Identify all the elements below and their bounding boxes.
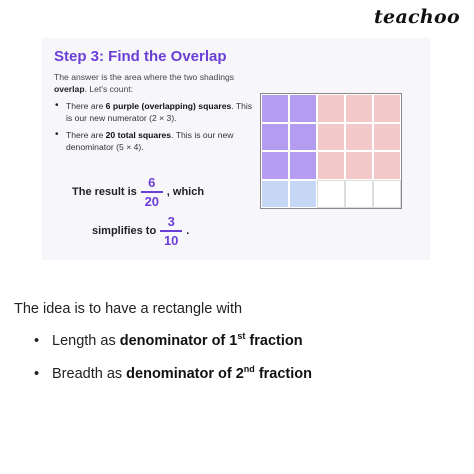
bullet-post: . This is our new denominator (5 × 4).	[66, 130, 234, 152]
item-bold: denominator of 2	[126, 366, 244, 382]
grid-cell-overlap	[261, 123, 289, 152]
simplified-suffix: .	[186, 224, 190, 237]
result-line	[72, 175, 204, 209]
simplified-label: simplifies to	[92, 224, 157, 237]
item-bold: denominator of 1	[119, 333, 238, 349]
simplified-numerator: 3	[167, 214, 175, 229]
screenshot-card	[42, 38, 430, 260]
grid-cell-empty	[373, 180, 401, 209]
step-title: Step 3: Find the Overlap	[54, 48, 227, 65]
grid-cell-overlap	[261, 94, 289, 123]
item-bold-end: fraction	[245, 333, 303, 349]
grid-cell-empty	[317, 180, 345, 209]
grid-cell-overlap	[289, 94, 317, 123]
simplified-fraction	[160, 214, 182, 248]
fraction-bar	[160, 230, 182, 232]
item-sup: nd	[243, 364, 255, 375]
explanation-line: The idea is to have a rectangle with	[14, 301, 243, 317]
simplified-denominator: 10	[163, 232, 179, 248]
teachoo-logo: teachoo	[373, 6, 460, 28]
intro-bold: overlap	[54, 84, 85, 94]
bullet-bold: 20 total squares	[105, 130, 172, 140]
grid-cell-empty	[345, 180, 373, 209]
simplified-line	[92, 214, 189, 248]
result-label: The result is	[72, 185, 137, 198]
grid-cell-blue-only	[289, 180, 317, 209]
result-denominator: 20	[144, 193, 160, 209]
grid-cell-blue-only	[261, 180, 289, 209]
grid-cell-red-only	[317, 123, 345, 152]
item-pre: Length as	[52, 333, 120, 349]
count-list	[54, 100, 254, 158]
grid-cell-red-only	[373, 151, 401, 180]
grid-cell-red-only	[317, 151, 345, 180]
item-sup: st	[237, 331, 246, 342]
item-bold-end: fraction	[254, 366, 312, 382]
list-item	[54, 100, 254, 124]
result-fraction	[141, 175, 163, 209]
list-item	[34, 366, 312, 382]
grid-cell-red-only	[345, 123, 373, 152]
result-suffix: , which	[166, 185, 205, 198]
item-pre: Breadth as	[52, 366, 127, 382]
grid-cell-overlap	[261, 151, 289, 180]
result-numerator: 6	[148, 175, 156, 190]
intro-end: . Let's count:	[84, 84, 134, 94]
fraction-bar	[141, 191, 163, 193]
grid-cell-red-only	[345, 94, 373, 123]
grid-cell-red-only	[345, 151, 373, 180]
bullet-pre: There are	[66, 130, 106, 140]
intro-text	[54, 71, 244, 95]
area-model-grid	[260, 93, 402, 209]
list-item	[34, 333, 303, 349]
bullet-post: . This is our new numerator (2 × 3).	[66, 101, 253, 123]
grid-cell-red-only	[317, 94, 345, 123]
grid-cell-overlap	[289, 151, 317, 180]
bullet-bold: 6 purple (overlapping) squares	[105, 101, 232, 111]
intro-start: The answer is the area where the two shadings	[54, 72, 235, 82]
grid-cell-red-only	[373, 123, 401, 152]
grid-cell-overlap	[289, 123, 317, 152]
grid-cell-red-only	[373, 94, 401, 123]
list-item	[54, 129, 254, 153]
bullet-pre: There are	[66, 101, 106, 111]
